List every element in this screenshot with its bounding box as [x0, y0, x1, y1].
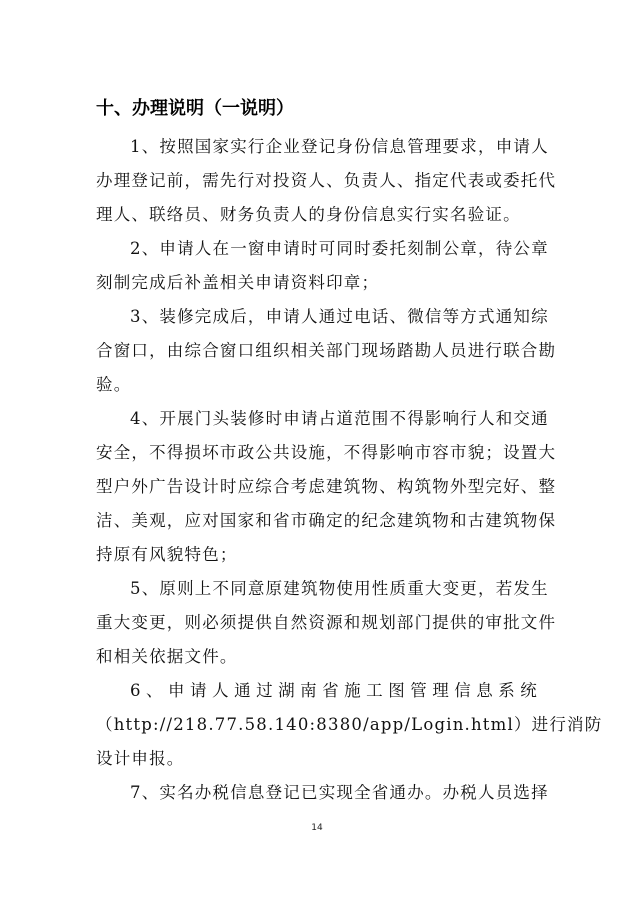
paragraph-line: 刻制完成后补盖相关申请资料印章；	[96, 273, 380, 292]
section-heading: 十、办理说明（一说明）	[96, 98, 294, 119]
paragraph-line: 6、申请人通过湖南省施工图管理信息系统	[130, 681, 538, 700]
paragraph-line: 3、装修完成后，申请人通过电话、微信等方式通知综	[130, 307, 549, 326]
paragraph-line: 5、原则上不同意原建筑物使用性质重大变更，若发生	[130, 579, 549, 598]
paragraph-line: 1、按照国家实行企业登记身份信息管理要求，申请人	[130, 137, 549, 156]
paragraph-line: 2、申请人在一窗申请时可同时委托刻制公章，待公章	[130, 239, 549, 258]
paragraph-line: 设计申报。	[96, 749, 185, 768]
paragraph-line: 安全，不得损坏市政公共设施，不得影响市容市貌；设置大	[96, 443, 557, 462]
paragraph-line: 合窗口，由综合窗口组织相关部门现场踏勘人员进行联合勘	[96, 341, 557, 360]
paragraph-line: 洁、美观，应对国家和省市确定的纪念建筑物和古建筑物保	[96, 511, 557, 530]
paragraph-line: 4、开展门头装修时申请占道范围不得影响行人和交通	[130, 409, 549, 428]
paragraph-line: 理人、联络员、财务负责人的身份信息实行实名验证。	[96, 205, 521, 224]
paragraph-line: 和相关依据文件。	[96, 647, 238, 666]
paragraph-2	[96, 232, 549, 300]
paragraph-5	[96, 572, 557, 674]
page-number: 14	[311, 823, 323, 833]
paragraph-3	[96, 300, 557, 402]
paragraph-line: 办理登记前，需先行对投资人、负责人、指定代表或委托代	[96, 171, 557, 190]
paragraph-line: 验。	[96, 375, 132, 394]
paragraph-line: 持原有风貌特色；	[96, 545, 238, 564]
url-line: （http://218.77.58.140:8380/app/Login.html）进行消防	[96, 715, 603, 734]
paragraph-line: 7、实名办税信息登记已实现全省通办。办税人员选择	[130, 783, 549, 802]
paragraph-4	[96, 402, 557, 572]
paragraph-7	[96, 776, 549, 810]
paragraph-6	[96, 674, 603, 776]
paragraph-1	[96, 130, 557, 232]
paragraph-line: 重大变更，则必须提供自然资源和规划部门提供的审批文件	[96, 613, 557, 632]
paragraph-line: 型户外广告设计时应综合考虑建筑物、构筑物外型完好、整	[96, 477, 557, 496]
